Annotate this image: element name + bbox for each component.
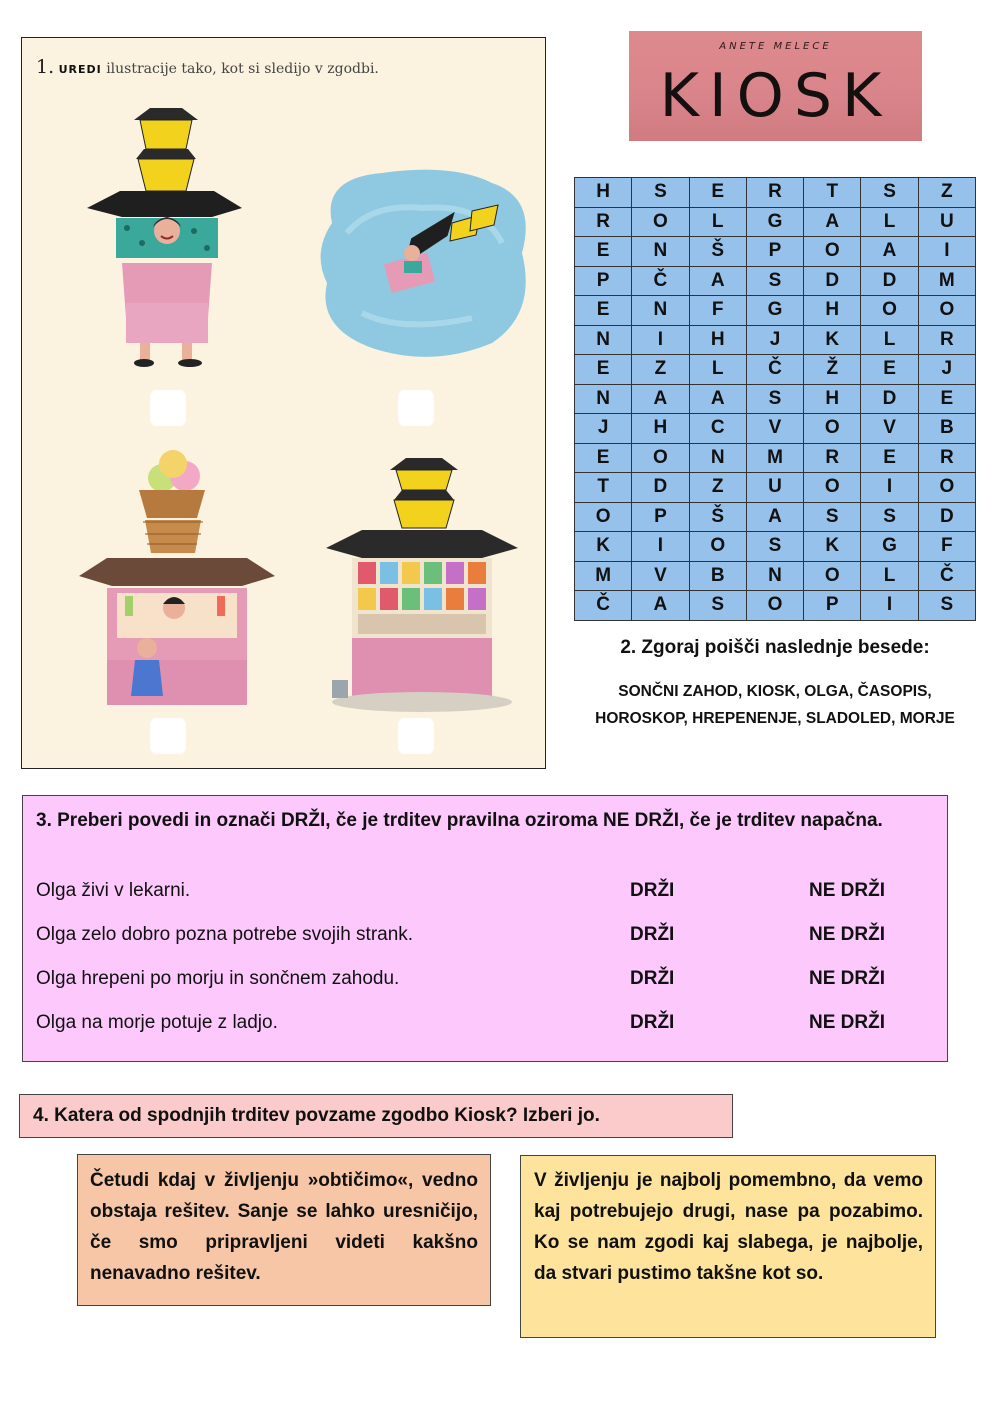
- grid-cell[interactable]: L: [861, 207, 918, 237]
- summary-option-a[interactable]: Četudi kdaj v življenju »obtičimo«, vedno obstaja rešitev. Sanje se lahko uresničijo, če smo pripravljeni videti kakšno nenavadno rešitev.: [77, 1154, 491, 1306]
- grid-cell[interactable]: M: [575, 561, 632, 591]
- grid-cell[interactable]: R: [918, 325, 975, 355]
- grid-cell[interactable]: O: [804, 414, 861, 444]
- grid-cell[interactable]: E: [575, 443, 632, 473]
- grid-row: [575, 325, 976, 355]
- grid-cell[interactable]: D: [861, 266, 918, 296]
- answer-box-3[interactable]: [150, 718, 186, 754]
- true-option[interactable]: DRŽI: [630, 968, 675, 989]
- grid-row: [575, 443, 976, 473]
- grid-cell[interactable]: S: [689, 591, 746, 621]
- grid-cell[interactable]: H: [689, 325, 746, 355]
- grid-cell[interactable]: O: [632, 207, 689, 237]
- grid-cell[interactable]: E: [575, 355, 632, 385]
- grid-cell[interactable]: I: [632, 532, 689, 562]
- true-option[interactable]: DRŽI: [630, 880, 675, 901]
- grid-cell[interactable]: O: [918, 473, 975, 503]
- grid-row: [575, 384, 976, 414]
- exercise1-number: 1.: [36, 56, 55, 78]
- word-list-line-2: HOROSKOP, HREPENENJE, SLADOLED, MORJE: [595, 710, 955, 727]
- grid-cell[interactable]: R: [746, 178, 803, 208]
- grid-row: [575, 296, 976, 326]
- grid-cell[interactable]: O: [918, 296, 975, 326]
- grid-cell[interactable]: U: [746, 473, 803, 503]
- grid-cell[interactable]: Š: [689, 237, 746, 267]
- grid-cell[interactable]: P: [746, 237, 803, 267]
- cover-title: KIOSK: [659, 61, 892, 131]
- answer-box-2[interactable]: [398, 390, 434, 426]
- grid-cell[interactable]: O: [575, 502, 632, 532]
- grid-cell[interactable]: A: [861, 237, 918, 267]
- grid-cell[interactable]: Č: [746, 355, 803, 385]
- grid-row: [575, 266, 976, 296]
- statement-row: [36, 924, 936, 954]
- answer-box-1[interactable]: [150, 390, 186, 426]
- grid-cell[interactable]: N: [632, 296, 689, 326]
- grid-cell[interactable]: E: [689, 178, 746, 208]
- grid-cell[interactable]: H: [575, 178, 632, 208]
- grid-cell[interactable]: S: [632, 178, 689, 208]
- grid-cell[interactable]: I: [861, 591, 918, 621]
- exercise3-panel: [22, 795, 948, 1062]
- exercise3-instruction: 3. Preberi povedi in označi DRŽI, če je trditev pravilna oziroma NE DRŽI, če je trditev napačna.: [36, 810, 883, 831]
- answer-box-4[interactable]: [398, 718, 434, 754]
- grid-cell[interactable]: S: [861, 502, 918, 532]
- grid-cell[interactable]: S: [746, 266, 803, 296]
- statement-text: Olga živi v lekarni.: [36, 880, 191, 901]
- grid-cell[interactable]: F: [918, 532, 975, 562]
- grid-cell[interactable]: E: [861, 355, 918, 385]
- false-option[interactable]: NE DRŽI: [809, 924, 885, 945]
- grid-cell[interactable]: E: [575, 296, 632, 326]
- grid-cell[interactable]: B: [689, 561, 746, 591]
- grid-cell[interactable]: N: [746, 561, 803, 591]
- grid-cell[interactable]: R: [575, 207, 632, 237]
- grid-cell[interactable]: A: [632, 591, 689, 621]
- grid-cell[interactable]: H: [804, 296, 861, 326]
- grid-cell[interactable]: S: [918, 591, 975, 621]
- grid-cell[interactable]: D: [632, 473, 689, 503]
- grid-row: [575, 237, 976, 267]
- exercise1-panel: [21, 37, 546, 769]
- statement-row: [36, 1012, 936, 1042]
- summary-option-b[interactable]: V življenju je najbolj pomembno, da vemo kaj potrebujejo drugi, nase pa pozabimo. Ko se nam zgodi kaj slabega, je najbolje, da stvari pustimo takšne kot so.: [520, 1155, 936, 1338]
- true-option[interactable]: DRŽI: [630, 924, 675, 945]
- word-search-grid: [574, 177, 976, 621]
- grid-cell[interactable]: A: [804, 207, 861, 237]
- grid-cell[interactable]: Č: [575, 591, 632, 621]
- grid-row: [575, 561, 976, 591]
- grid-cell[interactable]: S: [804, 502, 861, 532]
- statement-row: [36, 880, 936, 910]
- illustration-newspaper-kiosk: [322, 458, 522, 718]
- exercise1-instruction-text: ilustracije tako, kot si sledijo v zgodbi.: [106, 61, 379, 77]
- grid-cell[interactable]: O: [689, 532, 746, 562]
- grid-cell[interactable]: D: [861, 384, 918, 414]
- grid-row: [575, 355, 976, 385]
- illustration-kiosk-floating-in-water: [312, 163, 537, 373]
- grid-cell[interactable]: K: [804, 532, 861, 562]
- grid-cell[interactable]: Z: [632, 355, 689, 385]
- grid-cell[interactable]: V: [632, 561, 689, 591]
- false-option[interactable]: NE DRŽI: [809, 880, 885, 901]
- statement-text: Olga zelo dobro pozna potrebe svojih strank.: [36, 924, 414, 945]
- illustration-ice-cream-kiosk: [77, 438, 277, 708]
- grid-cell[interactable]: G: [861, 532, 918, 562]
- grid-row: [575, 414, 976, 444]
- grid-cell[interactable]: S: [861, 178, 918, 208]
- illustration-olga-walking-with-kiosk: [82, 103, 252, 383]
- grid-cell[interactable]: A: [632, 384, 689, 414]
- grid-cell[interactable]: N: [689, 443, 746, 473]
- grid-cell[interactable]: H: [804, 384, 861, 414]
- grid-cell[interactable]: Z: [689, 473, 746, 503]
- grid-cell[interactable]: R: [918, 443, 975, 473]
- grid-cell[interactable]: O: [804, 561, 861, 591]
- grid-cell[interactable]: T: [804, 178, 861, 208]
- exercise1-keyword: UREDI: [58, 63, 102, 76]
- grid-cell[interactable]: P: [804, 591, 861, 621]
- grid-cell[interactable]: N: [632, 237, 689, 267]
- grid-cell[interactable]: V: [746, 414, 803, 444]
- grid-cell[interactable]: G: [746, 296, 803, 326]
- grid-cell[interactable]: A: [689, 384, 746, 414]
- grid-cell[interactable]: N: [575, 384, 632, 414]
- grid-cell[interactable]: I: [632, 325, 689, 355]
- grid-cell[interactable]: F: [689, 296, 746, 326]
- grid-cell[interactable]: M: [746, 443, 803, 473]
- grid-cell[interactable]: L: [689, 207, 746, 237]
- grid-cell[interactable]: S: [746, 384, 803, 414]
- statement-row: [36, 968, 936, 998]
- grid-row: [575, 473, 976, 503]
- grid-cell[interactable]: A: [689, 266, 746, 296]
- grid-cell[interactable]: Z: [918, 178, 975, 208]
- grid-row: [575, 207, 976, 237]
- grid-cell[interactable]: O: [804, 237, 861, 267]
- grid-cell[interactable]: Š: [689, 502, 746, 532]
- false-option[interactable]: NE DRŽI: [809, 1012, 885, 1033]
- grid-cell[interactable]: U: [918, 207, 975, 237]
- grid-cell[interactable]: I: [861, 473, 918, 503]
- grid-cell[interactable]: O: [632, 443, 689, 473]
- cover-author: ANETE MELECE: [719, 41, 832, 52]
- grid-cell[interactable]: P: [632, 502, 689, 532]
- statement-text: Olga na morje potuje z ladjo.: [36, 1012, 278, 1033]
- grid-row: [575, 178, 976, 208]
- word-list-line-1: SONČNI ZAHOD, KIOSK, OLGA, ČASOPIS,: [618, 683, 932, 700]
- grid-cell[interactable]: L: [861, 325, 918, 355]
- grid-cell[interactable]: B: [918, 414, 975, 444]
- grid-row: [575, 532, 976, 562]
- exercise1-instruction: [36, 56, 379, 78]
- statement-text: Olga hrepeni po morju in sončnem zahodu.: [36, 968, 400, 989]
- grid-cell[interactable]: D: [918, 502, 975, 532]
- grid-cell[interactable]: P: [575, 266, 632, 296]
- grid-cell[interactable]: M: [918, 266, 975, 296]
- false-option[interactable]: NE DRŽI: [809, 968, 885, 989]
- grid-cell[interactable]: E: [918, 384, 975, 414]
- grid-row: [575, 502, 976, 532]
- grid-cell[interactable]: L: [689, 355, 746, 385]
- grid-cell[interactable]: N: [575, 325, 632, 355]
- grid-cell[interactable]: J: [918, 355, 975, 385]
- grid-cell[interactable]: H: [632, 414, 689, 444]
- grid-cell[interactable]: I: [918, 237, 975, 267]
- grid-cell[interactable]: Č: [918, 561, 975, 591]
- grid-cell[interactable]: T: [575, 473, 632, 503]
- grid-cell[interactable]: O: [804, 473, 861, 503]
- exercise4-instruction: 4. Katera od spodnjih trditev povzame zgodbo Kiosk? Izberi jo.: [19, 1094, 733, 1138]
- grid-cell[interactable]: G: [746, 207, 803, 237]
- grid-cell[interactable]: E: [861, 443, 918, 473]
- grid-row: [575, 591, 976, 621]
- grid-cell[interactable]: Č: [632, 266, 689, 296]
- book-cover: [629, 31, 922, 141]
- grid-cell[interactable]: D: [804, 266, 861, 296]
- grid-cell[interactable]: Ž: [804, 355, 861, 385]
- grid-cell[interactable]: V: [861, 414, 918, 444]
- grid-cell[interactable]: J: [575, 414, 632, 444]
- true-option[interactable]: DRŽI: [630, 1012, 675, 1033]
- grid-cell[interactable]: O: [861, 296, 918, 326]
- grid-cell[interactable]: S: [746, 532, 803, 562]
- exercise2-word-list: [560, 678, 990, 732]
- grid-cell[interactable]: K: [804, 325, 861, 355]
- grid-cell[interactable]: O: [746, 591, 803, 621]
- grid-cell[interactable]: R: [804, 443, 861, 473]
- grid-cell[interactable]: A: [746, 502, 803, 532]
- exercise2-instruction: 2. Zgoraj poišči naslednje besede:: [620, 637, 930, 658]
- grid-cell[interactable]: C: [689, 414, 746, 444]
- grid-cell[interactable]: K: [575, 532, 632, 562]
- grid-cell[interactable]: L: [861, 561, 918, 591]
- grid-cell[interactable]: J: [746, 325, 803, 355]
- grid-cell[interactable]: E: [575, 237, 632, 267]
